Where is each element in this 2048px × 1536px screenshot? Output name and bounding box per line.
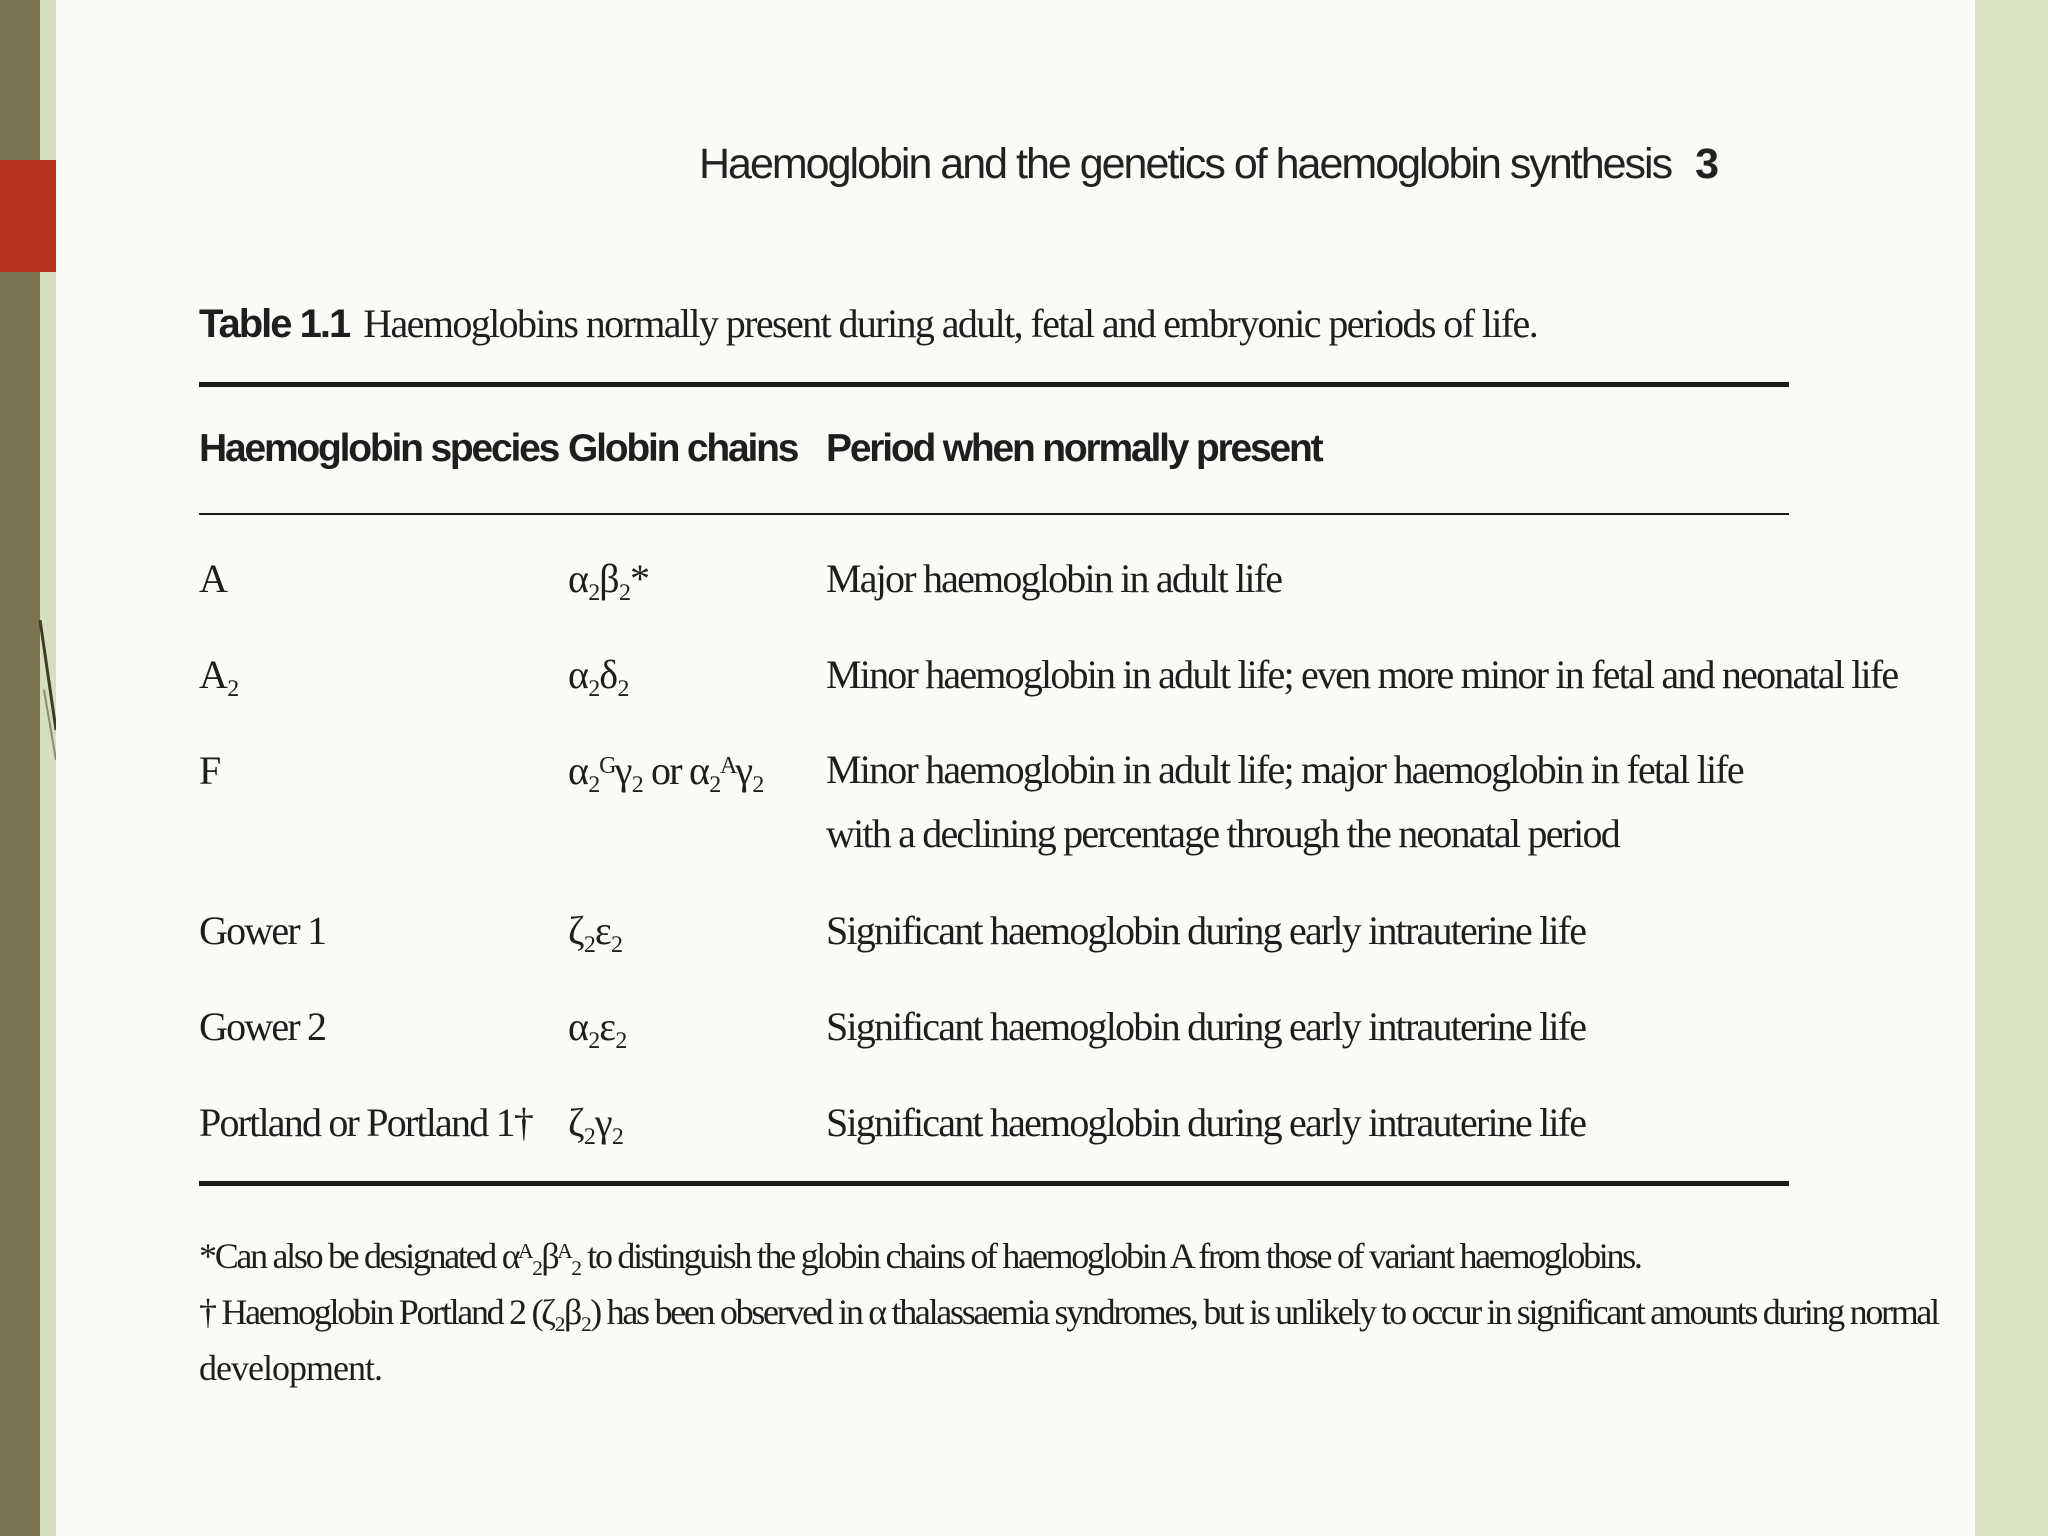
row-3-species: F <box>199 748 220 793</box>
footnote-asterisk: *Can also be designated αᴬ₂βᴬ₂ to distinguish the globin chains of haemoglobin A from those of variant haemoglobins. <box>199 1236 1641 1276</box>
table-bottom-rule <box>199 1181 1789 1186</box>
row-4-species: Gower 1 <box>199 908 326 953</box>
page-number: 3 <box>1695 140 1719 188</box>
row-6-period: Significant haemoglobin during early intrauterine life <box>826 1100 1586 1145</box>
running-head <box>699 140 1719 189</box>
row-1-species: A <box>199 556 227 601</box>
row-3-period: Minor haemoglobin in adult life; major haemoglobin in fetal life with a declining percentage through the neonatal period <box>826 747 1743 856</box>
accent-block <box>0 160 57 272</box>
footnote-dagger: † Haemoglobin Portland 2 (ζ₂β₂) has been observed in α thalassaemia syndromes, but is unlikely to occur in significant amounts during normal <box>199 1292 1938 1332</box>
row-6-species: Portland or Portland 1† <box>199 1100 533 1145</box>
row-5-period: Significant haemoglobin during early intrauterine life <box>826 1004 1586 1049</box>
row-2-period: Minor haemoglobin in adult life; even more minor in fetal and neonatal life <box>826 652 1898 697</box>
row-5-chains: α₂ε₂ <box>568 1004 627 1049</box>
table-top-rule <box>199 382 1789 387</box>
table-header-rule <box>199 513 1789 515</box>
footnote-dagger-continued: development. <box>199 1348 382 1388</box>
row-1-period: Major haemoglobin in adult life <box>826 556 1282 601</box>
table-label: Table 1.1 <box>199 302 350 346</box>
row-2-species: A₂ <box>199 652 239 697</box>
column-header-species: Haemoglobin species <box>199 427 559 470</box>
table-caption-text: Haemoglobins normally present during adult, fetal and embryonic periods of life. <box>363 301 1538 346</box>
row-3-chains: α₂ᴳγ₂ or α₂ᴬγ₂ <box>568 748 764 793</box>
row-4-period: Significant haemoglobin during early intrauterine life <box>826 908 1586 953</box>
row-4-chains: ζ₂ε₂ <box>568 908 623 953</box>
row-1-chains: α₂β₂* <box>568 556 649 601</box>
table-caption <box>199 300 1537 347</box>
row-2-chains: α₂δ₂ <box>568 652 629 697</box>
row-5-species: Gower 2 <box>199 1004 326 1049</box>
row-6-chains: ζ₂γ₂ <box>568 1100 623 1145</box>
column-header-chains: Globin chains <box>568 427 798 470</box>
right-decor-band <box>1975 0 2048 1536</box>
column-header-period: Period when normally present <box>826 427 1322 470</box>
document-page <box>56 0 1975 1536</box>
running-head-title: Haemoglobin and the genetics of haemoglobin synthesis <box>698 140 1672 188</box>
